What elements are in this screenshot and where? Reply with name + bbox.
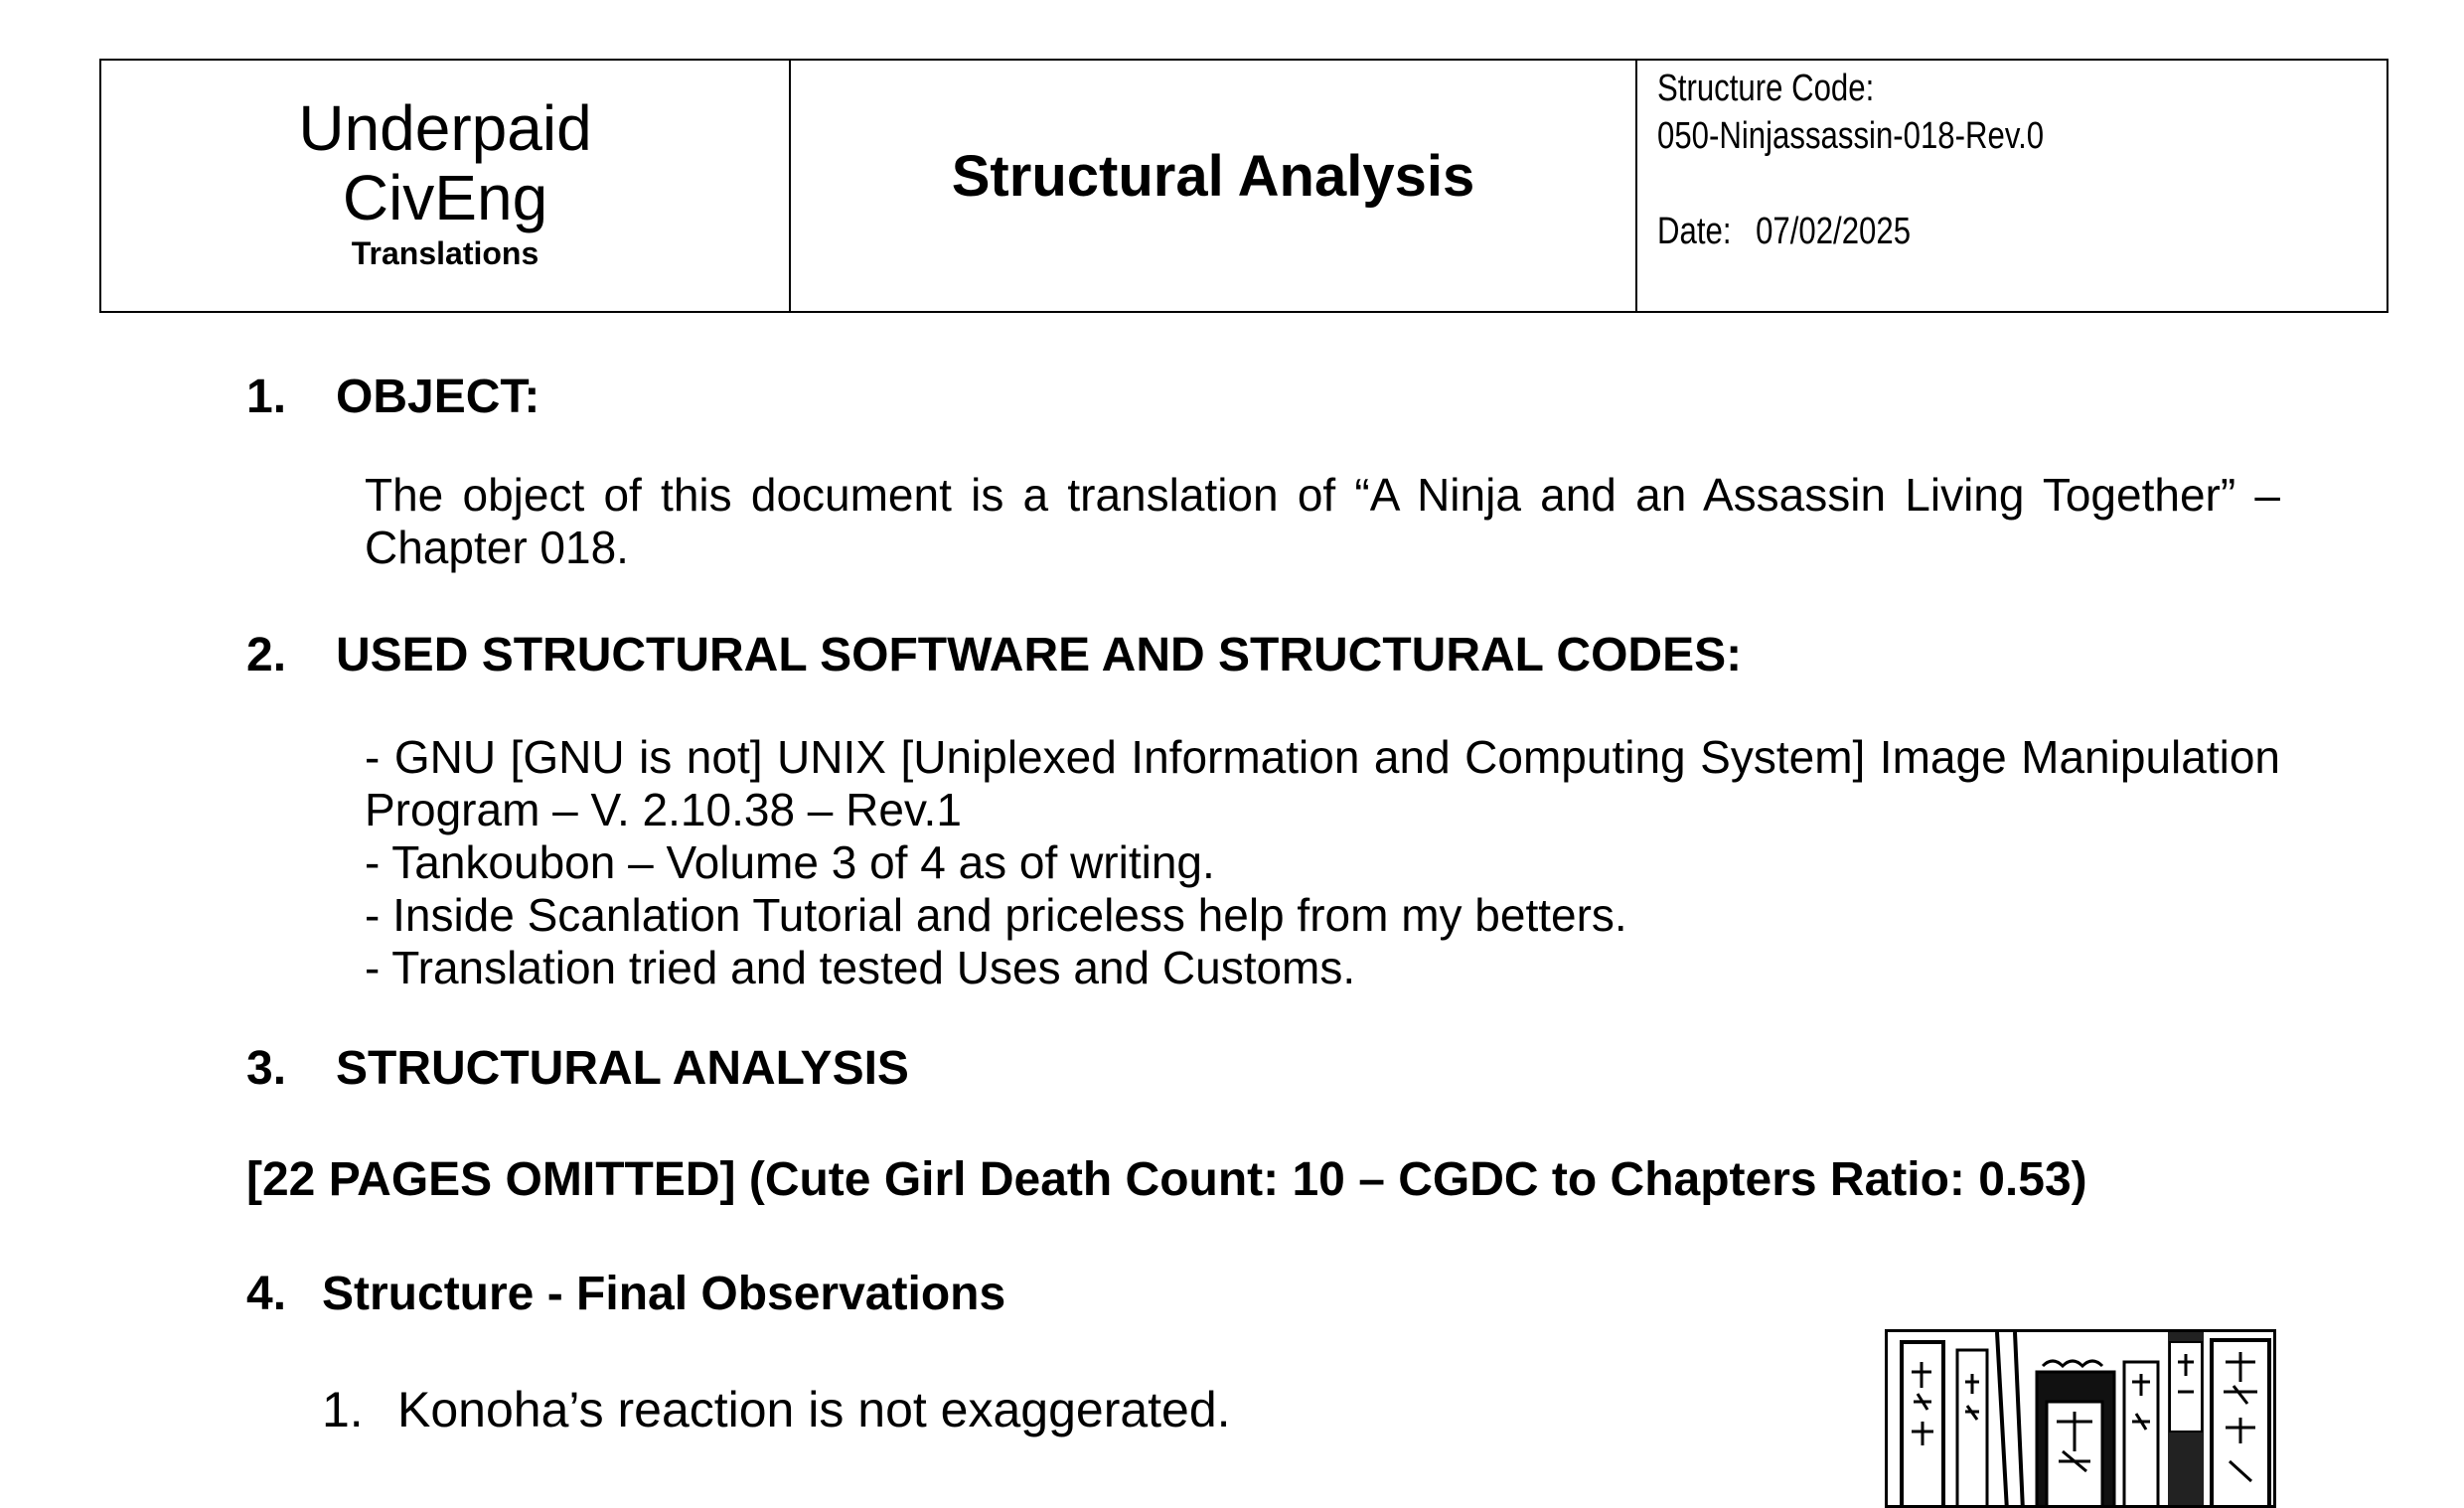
section-2-number: 2. [246,629,287,681]
section-1-title: OBJECT: [336,371,540,423]
section-1-heading [246,370,539,424]
header-table [99,59,2388,313]
logo-cell [101,61,791,311]
section-2-heading [246,628,1742,682]
section-2-title: USED STRUCTURAL SOFTWARE AND STRUCTURAL CODES: [336,629,1743,681]
section-2-line-1: - GNU [GNU is not] UNIX [Uniplexed Information and Computing System] Image Manipulation Program – V. 2.10.38 – Rev.1 [365,731,2280,835]
section-3-heading [246,1041,909,1096]
section-3-number: 3. [246,1042,287,1095]
document-title: Structural Analysis [951,143,1475,209]
logo-subtitle: Translations [351,235,539,271]
omitted-pages-note: [22 PAGES OMITTED] (Cute Girl Death Count: 10 – CGDC to Chapters Ratio: 0.53) [246,1153,2087,1206]
section-1-paragraph: The object of this document is a translation of “A Ninja and an Assassin Living Together” – Chapter 018. [365,469,2280,573]
section-2-list [365,731,2280,994]
title-cell [791,61,1637,311]
meta-cell [1637,61,2387,311]
section-1-number: 1. [246,371,287,423]
structure-code-label: Structure Code: [1657,68,1875,109]
observation-item-number: 1. [322,1382,364,1437]
manga-panel-image [1885,1329,2276,1508]
section-2-line-3: - Inside Scanlation Tutorial and priceless help from my betters. [365,889,1627,941]
date-label: Date: [1657,211,1732,252]
observation-item [322,1381,1231,1438]
section-4-heading [246,1267,1005,1321]
date-value: 07/02/2025 [1756,211,1912,252]
logo-line-2: CivEng [342,162,548,233]
section-4-title: Structure - Final Observations [322,1268,1006,1320]
manga-panel-drawing [1888,1332,2276,1508]
date-row [1657,208,1911,255]
structure-code-value: 050-Ninjassassin-018-Rev.0 [1657,115,2045,157]
section-2-line-4: - Translation tried and tested Uses and Customs. [365,942,1356,993]
section-3-title: STRUCTURAL ANALYSIS [336,1042,909,1095]
observation-item-text: Konoha’s reaction is not exaggerated. [397,1382,1231,1437]
logo-line-1: Underpaid [298,92,592,164]
section-2-line-2: - Tankoubon – Volume 3 of 4 as of writing. [365,836,1215,888]
section-4-number: 4. [246,1268,287,1320]
